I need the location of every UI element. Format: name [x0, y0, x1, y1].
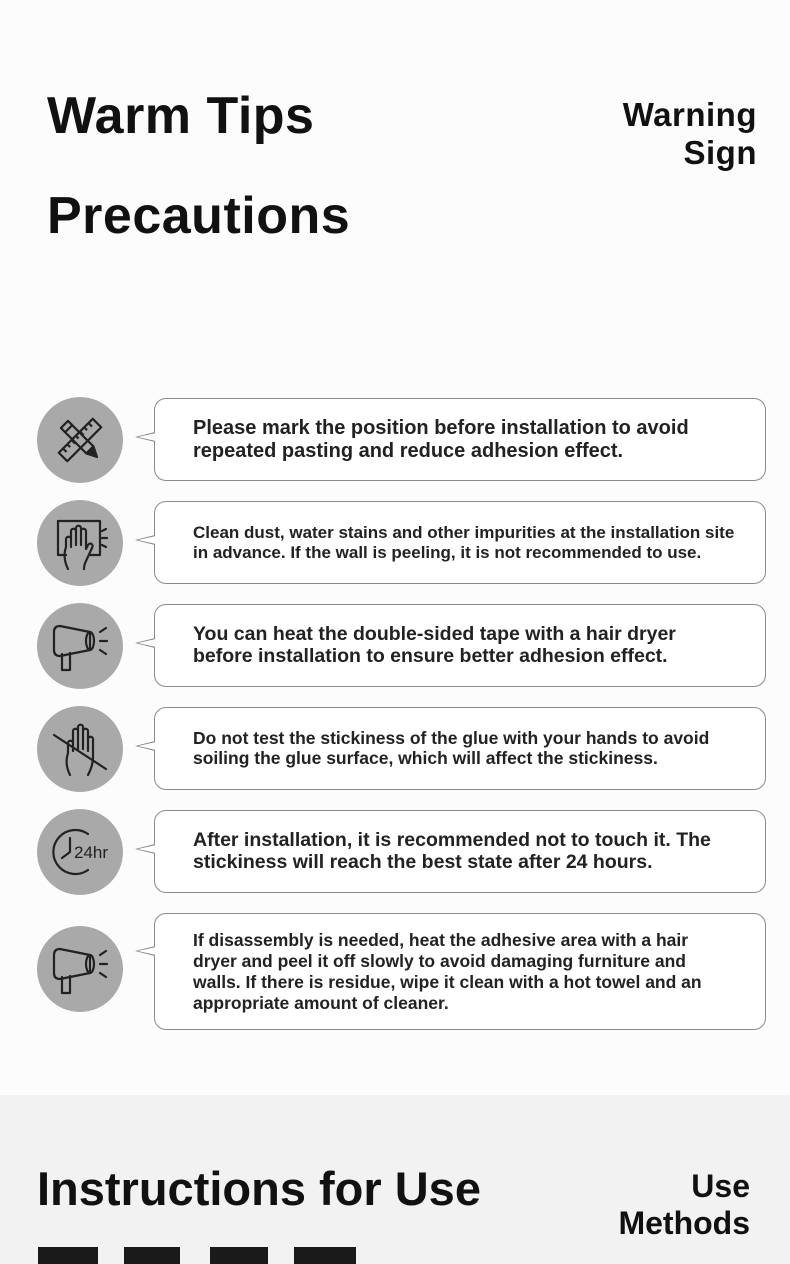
- tip-text: Do not test the stickiness of the glue with your hands to avoid soiling the glue surface, which will affect the stickiness.: [193, 727, 710, 768]
- tip-text: You can heat the double-sided tape with a hair dryer before installation to ensure better adhesion effect.: [193, 622, 676, 667]
- tip-bubble: [154, 501, 766, 584]
- clock-24hr-icon: [37, 809, 123, 895]
- no-touch-hand-icon: [37, 706, 123, 792]
- tip-bubble: [154, 913, 766, 1030]
- hair-dryer-icon: [37, 926, 123, 1012]
- clock-24hr-label: 24hr: [74, 843, 109, 862]
- use-methods-label-line2: Methods: [618, 1205, 750, 1241]
- use-methods-label: [618, 1168, 750, 1242]
- tip-text: Please mark the position before installation to avoid repeated pasting and reduce adhesion effect.: [193, 417, 689, 462]
- warning-sign-label-line2: Sign: [683, 134, 757, 171]
- page-subtitle: Precautions: [47, 187, 351, 245]
- tip-text: After installation, it is recommended not to touch it. The stickiness will reach the best state after 24 hours.: [193, 828, 711, 873]
- warning-sign-label: [623, 96, 757, 172]
- hair-dryer-icon: [37, 603, 123, 689]
- cropped-heading-glyphs: [38, 1241, 378, 1264]
- page-title: Warm Tips: [47, 87, 315, 145]
- tip-text: Clean dust, water stains and other impurities at the installation site in advance. If the wall is peeling, it is not recommended to use.: [193, 523, 735, 562]
- tip-bubble: [154, 604, 766, 687]
- warning-sign-label-line1: Warning: [622, 96, 757, 133]
- tip-text: If disassembly is needed, heat the adhesive area with a hair dryer and peel it off slowly to avoid damaging furniture and walls. If there is residue, wipe it clean with a hot towel and an appropriate amount of cleaner.: [193, 929, 702, 1013]
- instructions-section: [0, 1095, 790, 1264]
- tip-bubble: [154, 398, 766, 481]
- tip-bubble: [154, 810, 766, 893]
- tip-bubble: [154, 707, 766, 790]
- ruler-pencil-icon: [37, 397, 123, 483]
- instructions-title: Instructions for Use: [37, 1162, 481, 1215]
- use-methods-label-line1: Use: [691, 1168, 750, 1204]
- hand-wiping-icon: [37, 500, 123, 586]
